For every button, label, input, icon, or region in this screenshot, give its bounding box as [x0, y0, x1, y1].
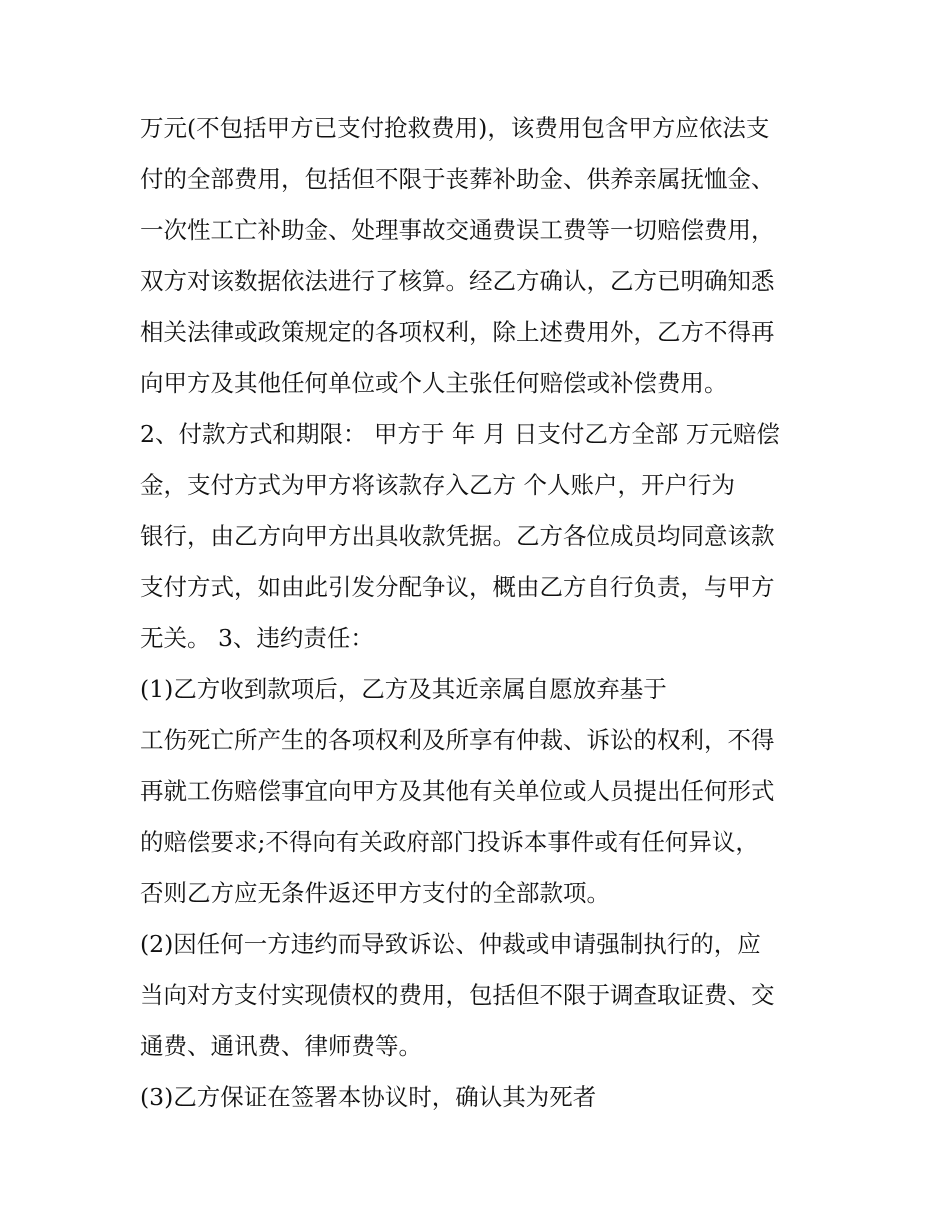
- text-line: (3)乙方保证在签署本协议时，确认其为死者: [140, 1083, 597, 1111]
- text-line: 2、付款方式和期限： 甲方于 年 月 日支付乙方全部 万元赔偿: [140, 420, 780, 448]
- text-line: 向甲方及其他任何单位或个人主张任何赔偿或补偿费用。: [140, 369, 728, 397]
- text-line: 的赔偿要求;不得向有关政府部门投诉本事件或有任何异议，: [140, 828, 759, 856]
- text-line: 支付方式，如由此引发分配争议，概由乙方自行负责，与甲方: [140, 573, 775, 601]
- text-line: 双方对该数据依法进行了核算。经乙方确认，乙方已明确知悉: [140, 267, 775, 295]
- text-line: 银行，由乙方向甲方出具收款凭据。乙方各位成员均同意该款: [140, 522, 775, 550]
- text-line: 一次性工亡补助金、处理事故交通费误工费等一切赔偿费用，: [140, 216, 775, 244]
- text-line: (2)因任何一方违约而导致诉讼、仲裁或申请强制执行的，应: [140, 930, 761, 958]
- text-line: 当向对方支付实现债权的费用，包括但不限于调查取证费、交: [140, 981, 775, 1009]
- text-line: 否则乙方应无条件返还甲方支付的全部款项。: [140, 879, 610, 907]
- text-line: 再就工伤赔偿事宜向甲方及其他有关单位或人员提出任何形式: [140, 777, 775, 805]
- text-line: 工伤死亡所产生的各项权利及所享有仲裁、诉讼的权利，不得: [140, 726, 775, 754]
- text-line: (1)乙方收到款项后，乙方及其近亲属自愿放弃基于: [140, 675, 667, 703]
- text-line: 万元(不包括甲方已支付抢救费用)，该费用包含甲方应依法支: [140, 114, 770, 142]
- text-line: 付的全部费用，包括但不限于丧葬补助金、供养亲属抚恤金、: [140, 165, 775, 193]
- text-line: 无关。 3、违约责任：: [140, 624, 374, 652]
- document-body: [140, 103, 830, 1123]
- text-line: 相关法律或政策规定的各项权利，除上述费用外，乙方不得再: [140, 318, 775, 346]
- text-line: 通费、通讯费、律师费等。: [140, 1032, 422, 1060]
- text-line: 金，支付方式为甲方将该款存入乙方 个人账户，开户行为: [140, 471, 735, 499]
